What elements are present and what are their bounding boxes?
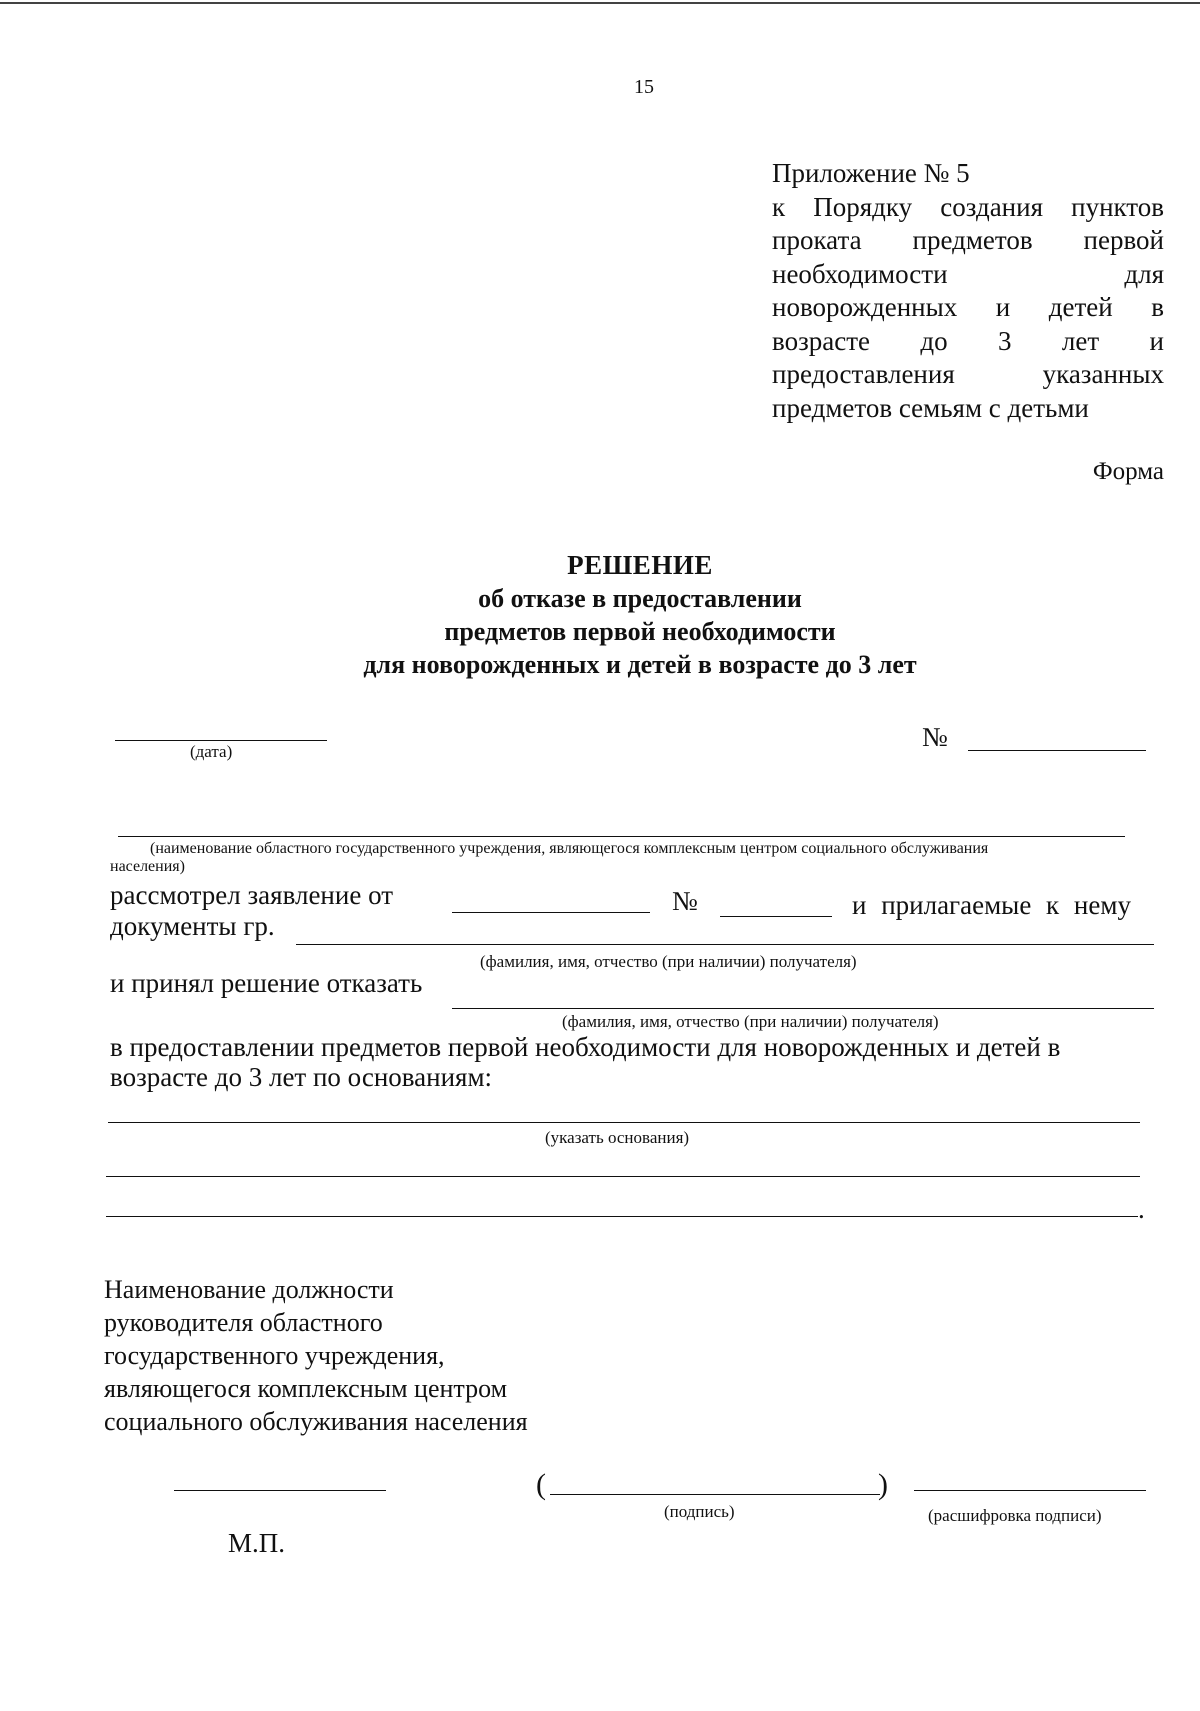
grounds-line[interactable]: [106, 1176, 1140, 1177]
appendix-line: Приложение № 5: [772, 158, 970, 188]
signature-line[interactable]: [550, 1494, 880, 1495]
appendix-word: для: [1124, 258, 1164, 289]
fio-caption: (фамилия, имя, отчество (при наличии) получателя): [562, 1012, 939, 1031]
appendix-word: возрасте: [772, 325, 870, 356]
fio-caption: (фамилия, имя, отчество (при наличии) получателя): [480, 952, 857, 971]
signature-close-paren: ): [878, 1468, 888, 1501]
appendix-line: [772, 191, 1164, 225]
form-label: Форма: [1092, 458, 1164, 485]
appendix-word: детей: [1048, 292, 1113, 322]
appendix-word: и: [995, 292, 1011, 322]
date-caption: (дата): [190, 742, 233, 761]
signature-caption: (подпись): [664, 1502, 735, 1521]
position-line: руководителя областного: [104, 1308, 383, 1337]
title-line: предметов первой необходимости: [444, 617, 836, 646]
appendix-word: проката: [772, 225, 862, 255]
grounds-line[interactable]: [108, 1122, 1140, 1123]
appendix-word: Порядку: [813, 191, 913, 222]
grounds-caption: (указать основания): [545, 1128, 690, 1147]
appendix-word: новорожденных: [772, 292, 958, 322]
number-field-line[interactable]: [968, 750, 1146, 751]
refusal-text: в предоставлении предметов первой необходимости для новорожденных и детей в: [110, 1032, 1061, 1062]
institution-caption: населения): [110, 858, 185, 875]
appendix-word: необходимости: [772, 258, 948, 289]
appendix-word: указанных: [1042, 359, 1164, 389]
appendix-line: [772, 358, 1164, 392]
signature-open-paren: (: [536, 1468, 546, 1501]
appendix-line: [772, 258, 1164, 292]
refusal-text: возрасте до 3 лет по основаниям:: [110, 1062, 493, 1092]
final-dot: .: [1138, 1194, 1145, 1224]
appendix-word: создания: [940, 191, 1043, 222]
appendix-word: первой: [1083, 225, 1164, 255]
appendix-word: предоставления: [772, 359, 955, 389]
appendix-word: в: [1151, 292, 1164, 322]
appendix-word: предметов: [912, 225, 1033, 255]
decision-text: и принял решение отказать: [110, 968, 423, 998]
position-line: социального обслуживания населения: [104, 1407, 528, 1436]
appendix-line: [772, 291, 1164, 325]
application-number-line[interactable]: [720, 916, 832, 917]
appendix-line: [772, 325, 1164, 359]
grounds-line[interactable]: [106, 1216, 1138, 1217]
decoding-caption: (расшифровка подписи): [928, 1506, 1102, 1525]
page-number: 15: [634, 76, 654, 98]
stamp-placeholder: М.П.: [228, 1528, 286, 1558]
position-block: [104, 1273, 528, 1438]
application-number-sign: №: [672, 886, 698, 916]
documents-text: документы гр.: [110, 911, 275, 941]
attached-text: и прилагаемые к нему: [852, 890, 1131, 920]
appendix-word: лет: [1061, 325, 1100, 356]
title-main: РЕШЕНИЕ: [567, 550, 713, 580]
appendix-word: и: [1149, 325, 1164, 356]
appendix-line: [772, 224, 1164, 258]
applicant-fio-line[interactable]: [296, 944, 1154, 945]
appendix-line: предметов семьям с детьми: [772, 392, 1089, 423]
appendix-word: пунктов: [1071, 191, 1164, 222]
document-title: [0, 549, 1200, 681]
application-date-line[interactable]: [452, 912, 650, 913]
position-line: являющегося комплексным центром: [104, 1374, 508, 1403]
signature-decoding-line[interactable]: [914, 1490, 1146, 1491]
date-field-line[interactable]: [115, 740, 327, 741]
position-line: государственного учреждения,: [104, 1341, 445, 1370]
title-line: для новорожденных и детей в возрасте до 3 лет: [363, 650, 917, 679]
appendix-word: 3: [997, 325, 1012, 356]
recipient-fio-line[interactable]: [452, 1008, 1154, 1009]
appendix-block: [772, 157, 1164, 425]
institution-caption: (наименование областного государственного учреждения, являющегося комплексным центром социального обслуживания: [150, 840, 989, 857]
reviewed-text: рассмотрел заявление от: [110, 880, 394, 910]
institution-field-line[interactable]: [118, 836, 1125, 837]
scan-top-border: [0, 2, 1200, 4]
number-sign: №: [922, 722, 948, 752]
appendix-word: до: [920, 325, 948, 356]
appendix-word: к: [772, 191, 786, 222]
position-signature-line[interactable]: [174, 1490, 386, 1491]
title-line: об отказе в предоставлении: [478, 584, 802, 613]
position-line: Наименование должности: [104, 1275, 394, 1304]
